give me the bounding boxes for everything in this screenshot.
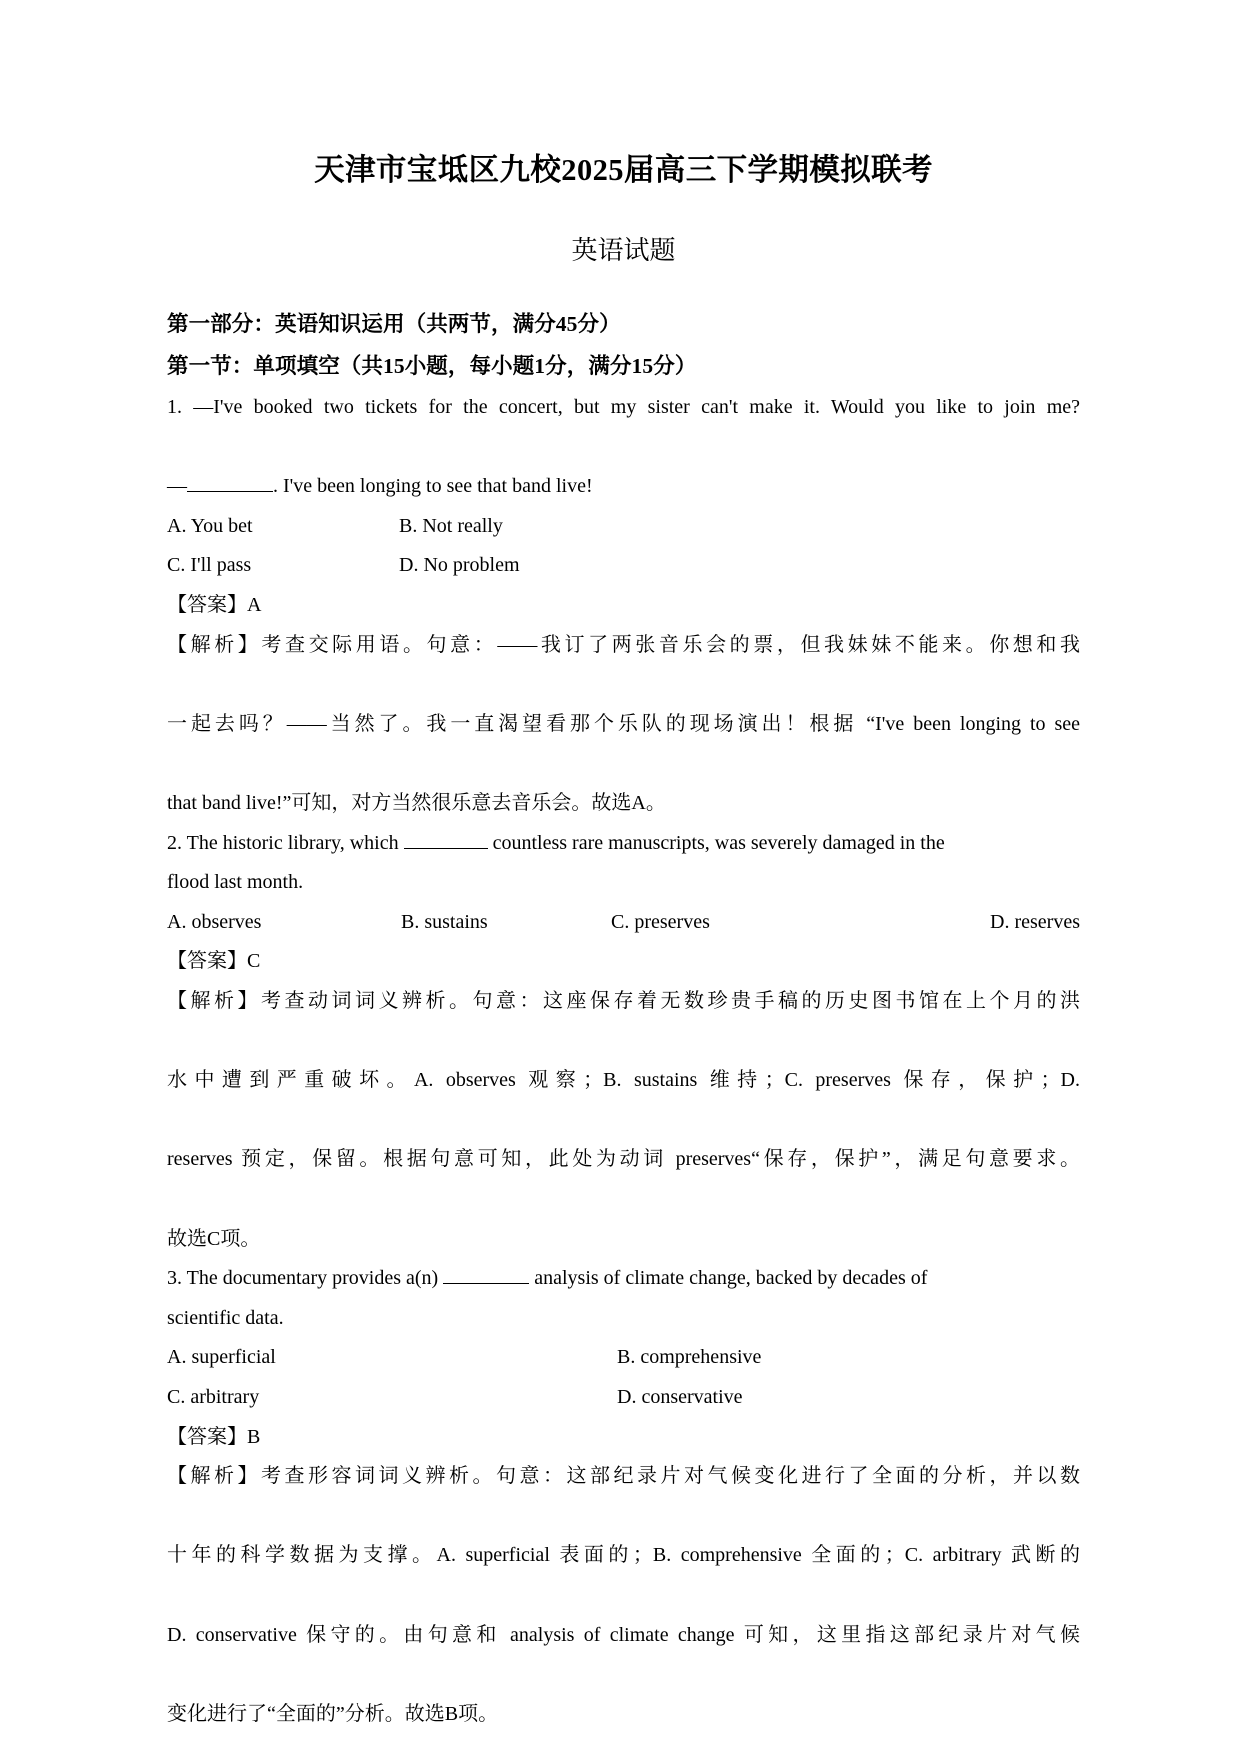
question-1-answer [167, 586, 1080, 626]
answer-label: 【答案】 [167, 594, 247, 617]
question-2-options-row [167, 903, 1080, 943]
question-2-analysis-line-4: 故选C项。 [167, 1227, 261, 1250]
page-title: 天津市宝坻区九校2025届高三下学期模拟联考 [314, 153, 933, 187]
question-2-analysis-line-2: 水中遭到严重破坏。A. observes 观察；B. sustains 维持；C. preserves 保存，保护；D. [167, 1069, 1080, 1092]
stem-prefix: 2. The historic library, which [167, 831, 404, 854]
section-one-heading: 第一节：单项填空（共15小题，每小题1分，满分15分） [167, 354, 697, 379]
option-b[interactable]: B. comprehensive [617, 1346, 762, 1369]
option-b[interactable]: B. Not really [399, 514, 503, 537]
option-d[interactable]: D. conservative [617, 1385, 743, 1408]
question-3-options-row-2 [167, 1378, 1080, 1418]
option-c[interactable]: C. arbitrary [167, 1385, 260, 1408]
option-c[interactable]: C. I'll pass [167, 554, 252, 577]
stem-suffix: analysis of climate change, backed by decades of [529, 1267, 928, 1290]
answer-blank [443, 1264, 529, 1284]
question-3-analysis-line-2: 十年的科学数据为支撑。A. superficial 表面的；B. comprehensive 全面的；C. arbitrary 武断的 [167, 1544, 1080, 1567]
answer-value: C [247, 950, 261, 973]
stem-suffix: countless rare manuscripts, was severely damaged in the [487, 831, 945, 854]
stem-prefix: 3. The documentary provides a(n) [167, 1267, 444, 1290]
question-1-analysis-line-3: that band live!”可知，对方当然很乐意去音乐会。故选A。 [167, 792, 666, 815]
question-1-analysis-line-1: 【解析】考查交际用语。句意：——我订了两张音乐会的票，但我妹妹不能来。你想和我 [167, 633, 1080, 656]
question-1-analysis-line-2: 一起去吗？——当然了。我一直渴望看那个乐队的现场演出！根据 “I've been longing to see [167, 712, 1080, 735]
answer-blank [404, 829, 488, 849]
stem-suffix: . I've been longing to see that band live! [273, 475, 593, 498]
part-one-heading: 第一部分：英语知识运用（共两节，满分45分） [167, 312, 621, 337]
question-1-options-row-1 [167, 507, 1080, 547]
question-2-stem-line-1 [167, 824, 1080, 864]
question-2-answer [167, 942, 1080, 982]
question-3-analysis-line-4: 变化进行了“全面的”分析。故选B项。 [167, 1702, 499, 1725]
option-c[interactable]: C. preserves [611, 910, 710, 933]
option-a[interactable]: A. observes [167, 910, 262, 933]
option-d[interactable]: D. No problem [399, 554, 520, 577]
question-2-analysis-line-1: 【解析】考查动词词义辨析。句意：这座保存着无数珍贵手稿的历史图书馆在上个月的洪 [167, 990, 1080, 1013]
question-3-stem-line-2: scientific data. [167, 1306, 284, 1329]
option-a[interactable]: A. superficial [167, 1346, 276, 1369]
answer-value: A [247, 594, 262, 617]
option-d[interactable]: D. reserves [990, 910, 1080, 933]
dash-prefix: — [167, 475, 187, 498]
question-3-analysis-line-3: D. conservative 保守的。由句意和 analysis of climate change 可知，这里指这部纪录片对气候 [167, 1623, 1080, 1646]
question-1-options-row-2 [167, 546, 1080, 586]
answer-label: 【答案】 [167, 1425, 247, 1448]
question-2-analysis-line-3: reserves 预定，保留。根据句意可知，此处为动词 preserves“保存，保护”，满足句意要求。 [167, 1148, 1080, 1171]
page-subtitle: 英语试题 [571, 236, 676, 266]
answer-value: B [247, 1425, 261, 1448]
answer-blank [187, 472, 273, 492]
question-3-stem-line-1 [167, 1259, 1080, 1299]
question-3-options-row-1 [167, 1338, 1080, 1378]
option-b[interactable]: B. sustains [401, 910, 488, 933]
question-1-stem-line-1: 1. —I've booked two tickets for the concert, but my sister can't make it. Would you like to join me? [167, 396, 1080, 419]
question-1-stem-line-2 [167, 467, 1080, 507]
answer-label: 【答案】 [167, 950, 247, 973]
question-3-analysis-line-1: 【解析】考查形容词词义辨析。句意：这部纪录片对气候变化进行了全面的分析，并以数 [167, 1465, 1080, 1488]
option-a[interactable]: A. You bet [167, 514, 253, 537]
question-3-answer [167, 1418, 1080, 1458]
question-2-stem-line-2: flood last month. [167, 871, 304, 894]
